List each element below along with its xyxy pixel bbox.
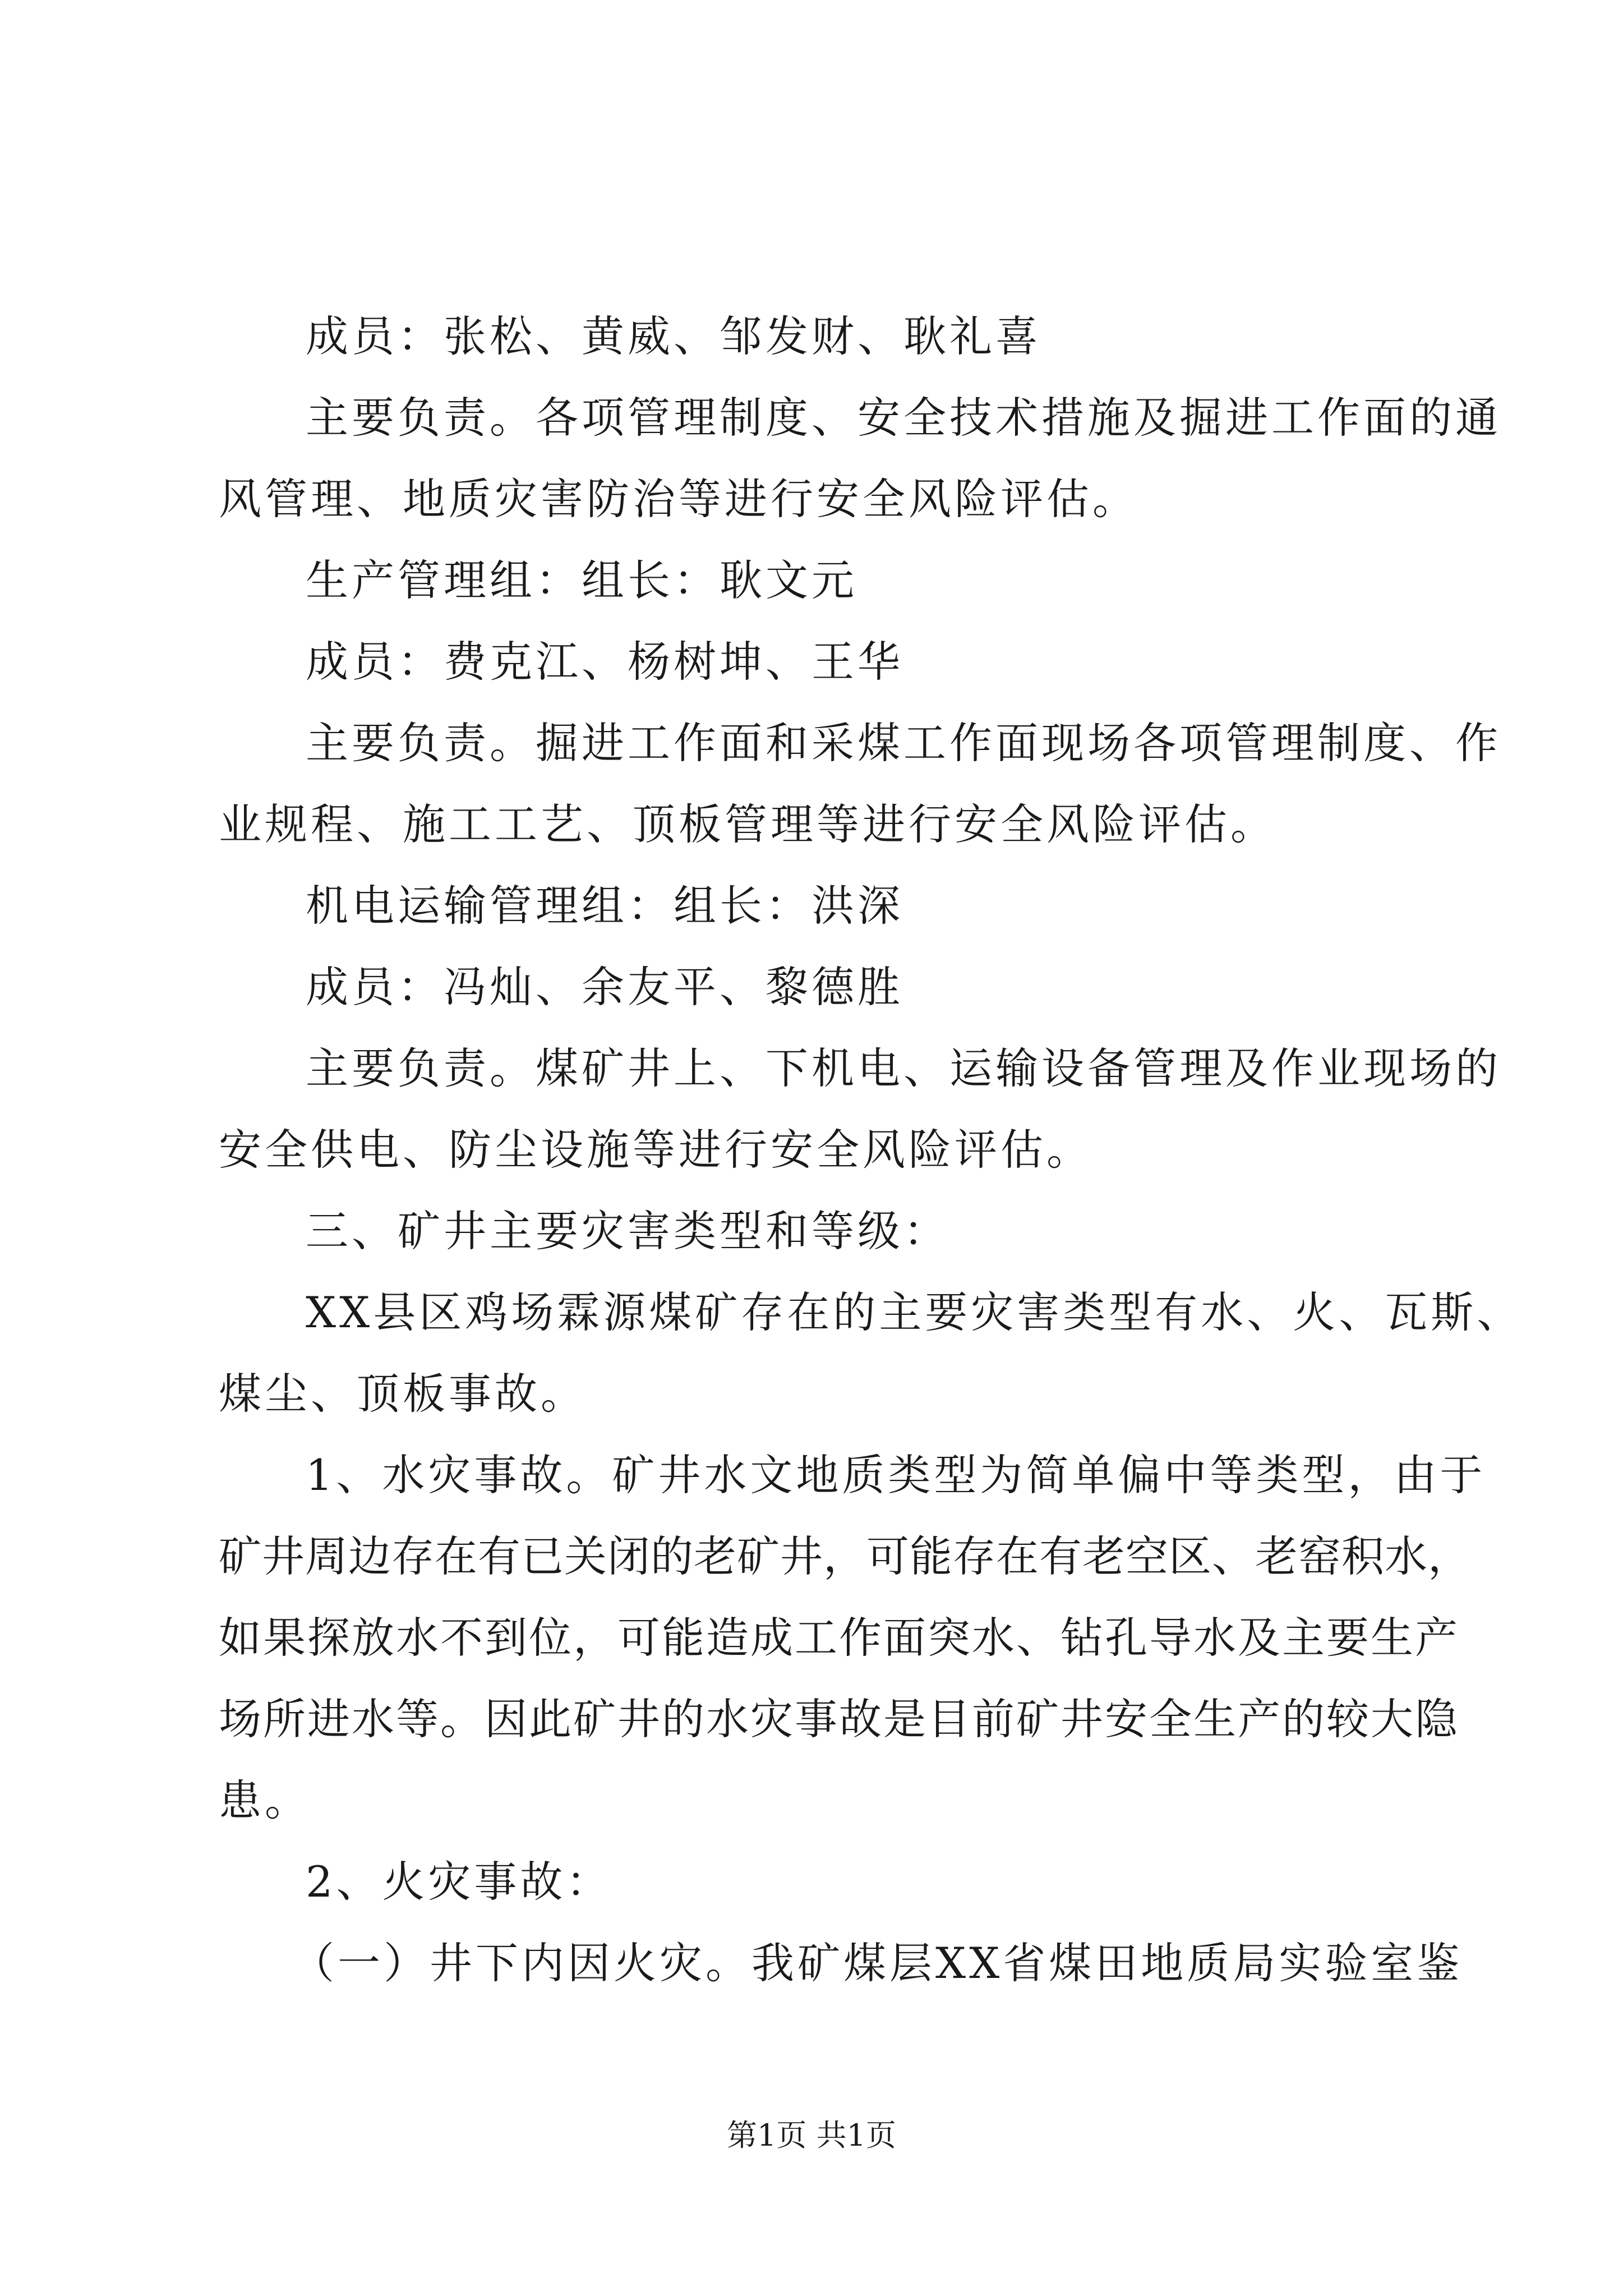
subsection-heading: 2、火灾事故：	[306, 1857, 612, 1907]
group-heading-electromechanical: 机电运输管理组：组长：洪深	[306, 881, 903, 931]
body-text-line: 煤尘、顶板事故。	[219, 1369, 587, 1419]
member-list-line: 成员：费克江、杨树坤、王华	[306, 637, 903, 687]
body-text-line: 矿井周边存在有已关闭的老矿井，可能存在有老空区、老窑积水，	[219, 1531, 1471, 1581]
member-list-line: 成员：张松、黄威、邹发财、耿礼喜	[306, 311, 1041, 361]
body-text-line: （一）井下内因火灾。我矿煤层XX省煤田地质局实验室鉴	[292, 1938, 1463, 1988]
body-text-line: XX县区鸡场霖源煤矿存在的主要灾害类型有水、火、瓦斯、	[306, 1287, 1523, 1337]
body-text-line: 如果探放水不到位，可能造成工作面突水、钻孔导水及主要生产	[219, 1613, 1459, 1663]
responsibility-line: 主要负责。各项管理制度、安全技术措施及掘进工作面的通	[306, 393, 1501, 443]
body-text-line: 场所进水等。因此矿井的水灾事故是目前矿井安全生产的较大隐	[219, 1694, 1459, 1744]
responsibility-line: 安全供电、防尘设施等进行安全风险评估。	[219, 1125, 1092, 1175]
page-footer: 第1页 共1页	[727, 2118, 896, 2153]
member-list-line: 成员：冯灿、余友平、黎德胜	[306, 962, 903, 1012]
responsibility-line: 风管理、地质灾害防治等进行安全风险评估。	[219, 474, 1138, 524]
group-heading-production: 生产管理组：组长：耿文元	[306, 555, 857, 605]
body-text-line: 1、水灾事故。矿井水文地质类型为简单偏中等类型，由于	[306, 1450, 1486, 1500]
body-text-line: 患。	[219, 1775, 311, 1825]
responsibility-line: 业规程、施工工艺、顶板管理等进行安全风险评估。	[219, 799, 1276, 849]
responsibility-line: 主要负责。掘进工作面和采煤工作面现场各项管理制度、作	[306, 718, 1501, 768]
responsibility-line: 主要负责。煤矿井上、下机电、运输设备管理及作业现场的	[306, 1043, 1501, 1093]
section-heading: 三、矿井主要灾害类型和等级：	[306, 1206, 949, 1256]
